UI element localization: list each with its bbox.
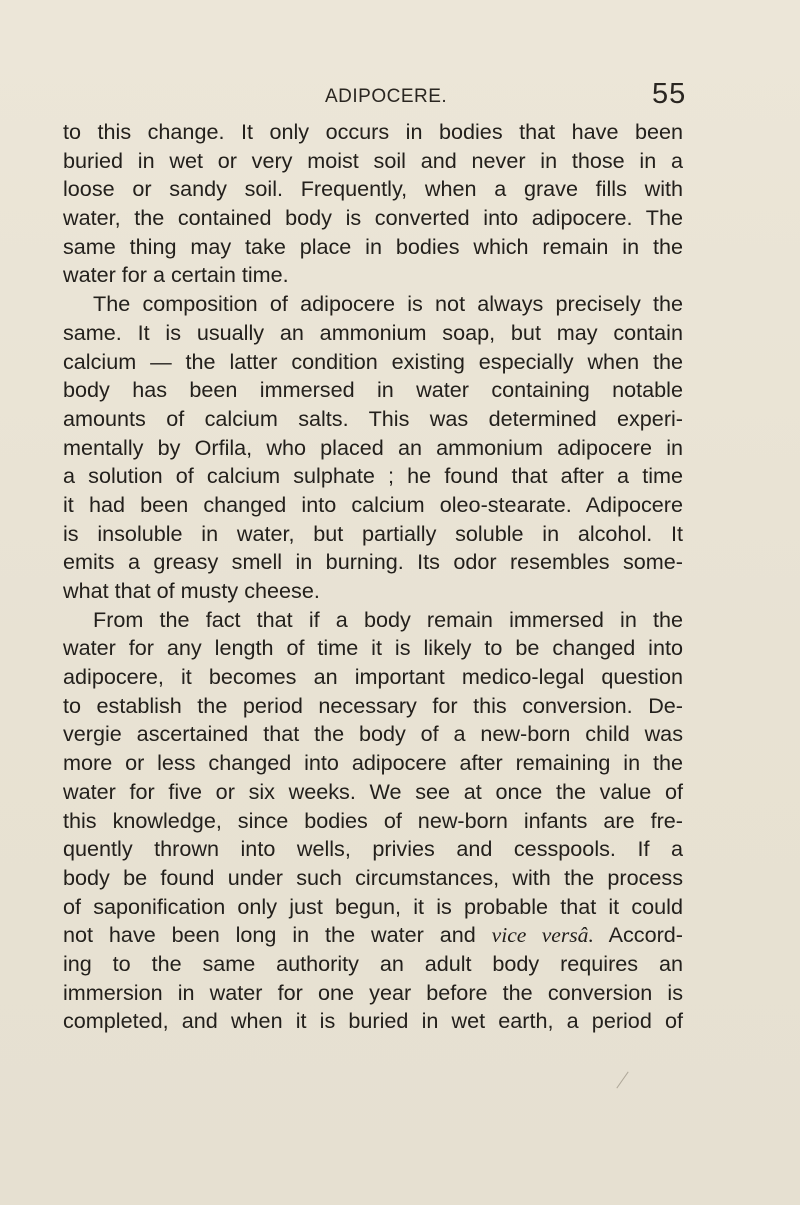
text-line: body be found under such circumstances, with the process [63, 864, 683, 890]
text-line: water for a certain time. [63, 262, 289, 288]
page-header [0, 80, 800, 110]
text-line: to this change. It only occurs in bodies that have been [63, 119, 683, 144]
text-line: this knowledge, since bodies of new-born infants are fre- [63, 807, 683, 833]
text-line: quently thrown into wells, privies and cesspools. If a [63, 836, 683, 862]
text-line: loose or sandy soil. Frequently, when a grave fills with [63, 176, 683, 202]
text-line: it had been changed into calcium oleo-stearate. Adipocere [63, 491, 683, 517]
page-number: 55 [652, 78, 687, 110]
pencil-mark [616, 1072, 628, 1089]
italic-phrase: vice versâ. [491, 923, 594, 948]
text-line: calcium — the latter condition existing especially when the [63, 348, 683, 374]
text-line: From the fact that if a body remain immersed in the [93, 606, 683, 632]
text-line: more or less changed into adipocere after remaining in the [63, 750, 683, 776]
text-line: vergie ascertained that the body of a new-born child was [63, 721, 683, 747]
text-line: of saponification only just begun, it is probable that it could [63, 893, 683, 919]
text-segment: Accord- [593, 922, 683, 948]
text-line: ing to the same authority an adult body requires an [63, 950, 683, 976]
text-line: immersion in water for one year before the conversion is [63, 979, 683, 1005]
text-line: water, the contained body is converted into adipocere. The [63, 205, 683, 231]
text-line: to establish the period necessary for this conversion. De- [63, 692, 683, 718]
text-line: same. It is usually an ammonium soap, but may contain [63, 319, 683, 345]
text-line: is insoluble in water, but partially soluble in alcohol. It [63, 520, 683, 546]
text-line: what that of musty cheese. [63, 578, 320, 603]
text-line: mentally by Orfila, who placed an ammonium adipocere in [63, 434, 683, 460]
text-line: same thing may take place in bodies which remain in the [63, 233, 683, 259]
text-line-with-italic [63, 921, 683, 950]
text-line: body has been immersed in water containing notable [63, 377, 683, 403]
text-line: a solution of calcium sulphate ; he found that after a time [63, 463, 683, 489]
text-line: water for five or six weeks. We see at once the value of [63, 778, 683, 804]
text-line: buried in wet or very moist soil and never in those in a [63, 147, 683, 173]
body-text [63, 118, 683, 1036]
text-line: The composition of adipocere is not always precisely the [93, 291, 683, 317]
text-line: completed, and when it is buried in wet earth, a period of [63, 1008, 683, 1034]
text-segment: not have been long in the water and [63, 922, 492, 948]
text-line: emits a greasy smell in burning. Its odor resembles some- [63, 549, 683, 575]
text-line: water for any length of time it is likely to be changed into [63, 635, 683, 661]
running-head: ADIPOCERE. [325, 86, 448, 107]
text-line: amounts of calcium salts. This was determined experi- [63, 405, 683, 431]
text-line: adipocere, it becomes an important medico-legal question [63, 664, 683, 690]
